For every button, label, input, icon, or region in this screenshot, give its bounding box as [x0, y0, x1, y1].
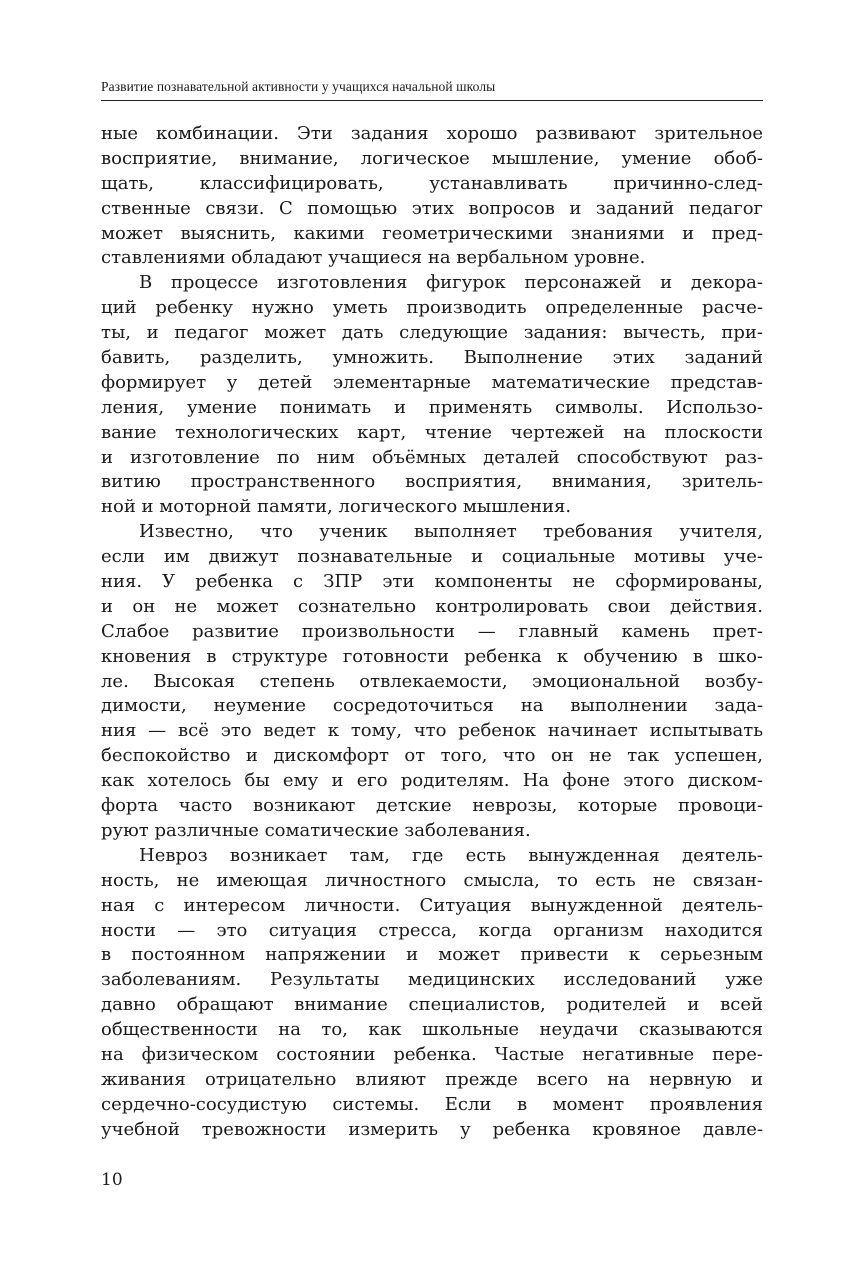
text-line: вание технологических карт, чтение чертежей на плоскости: [101, 421, 763, 443]
text-line: на физическом состоянии ребенка. Частые негативные пере-: [101, 1043, 763, 1065]
text-line: как хотелось бы ему и его родителям. На фоне этого диском-: [101, 770, 763, 792]
text-line: ций ребенку нужно уметь производить определенные расче-: [101, 297, 763, 319]
text-line: витию пространственного восприятия, внимания, зритель-: [101, 471, 763, 493]
text-line: сердечно-сосудистую системы. Если в момент проявления: [101, 1093, 763, 1115]
text-line: руют различные соматические заболевания.: [101, 819, 531, 841]
text-line: давно обращают внимание специалистов, родителей и всей: [101, 994, 763, 1016]
text-line: и изготовление по ним объёмных деталей способствуют раз-: [101, 446, 763, 468]
text-line: ность, не имеющая личностного смысла, то есть не связан-: [101, 869, 763, 891]
text-line: заболеваниям. Результаты медицинских исследований уже: [101, 969, 763, 991]
text-line: может выяснить, какими геометрическими знаниями и пред-: [101, 222, 763, 244]
text-line: ственные связи. С помощью этих вопросов и заданий педагог: [101, 197, 763, 219]
text-line: В процессе изготовления фигурок персонажей и декора-: [139, 272, 763, 294]
text-line: живания отрицательно влияют прежде всего на нервную и: [101, 1068, 763, 1090]
text-line: бавить, разделить, умножить. Выполнение этих заданий: [101, 347, 763, 369]
text-line: Слабое развитие произвольности — главный камень прет-: [101, 620, 763, 642]
text-line: ной и моторной памяти, логического мышления.: [101, 496, 572, 518]
text-line: общественности на то, как школьные неудачи сказываются: [101, 1019, 763, 1041]
body-text: [101, 122, 763, 1143]
text-line: ные комбинации. Эти задания хорошо развивают зрительное: [101, 123, 763, 144]
text-line: щать, классифицировать, устанавливать причинно-след-: [101, 172, 763, 194]
text-line: ная с интересом личности. Ситуация вынужденной деятель-: [101, 894, 763, 916]
text-line: в постоянном напряжении и может привести к серьезным: [101, 944, 763, 966]
text-line: форта часто возникают детские неврозы, которые провоци-: [101, 795, 763, 817]
text-line: беспокойство и дискомфорт от того, что он не так успешен,: [101, 745, 763, 767]
text-line: и он не может сознательно контролировать свои действия.: [101, 595, 763, 617]
text-line: ставлениями обладают учащиеся на вербальном уровне.: [101, 247, 646, 269]
text-line: Невроз возникает там, где есть вынужденная деятель-: [139, 844, 763, 866]
text-line: если им движут познавательные и социальные мотивы уче-: [101, 546, 763, 568]
text-line: Известно, что ученик выполняет требования учителя,: [139, 521, 763, 543]
text-line: ния — всё это ведет к тому, что ребенок начинает испытывать: [101, 720, 763, 742]
text-line: формирует у детей элементарные математические представ-: [101, 371, 763, 393]
text-line: ности — это ситуация стресса, когда организм находится: [101, 919, 763, 941]
text-line: учебной тревожности измерить у ребенка кровяное давле-: [101, 1118, 763, 1140]
text-line: восприятие, внимание, логическое мышление, умение обоб-: [101, 147, 763, 169]
text-line: ты, и педагог может дать следующие задания: вычесть, при-: [101, 322, 763, 344]
header-rule: [101, 100, 763, 101]
page-number: 10: [101, 1170, 123, 1190]
text-line: кновения в структуре готовности ребенка к обучению в шко-: [101, 645, 763, 667]
text-line: ния. У ребенка с ЗПР эти компоненты не сформированы,: [101, 571, 763, 593]
text-line: димости, неумение сосредоточиться на выполнении зада-: [101, 695, 763, 717]
text-line: ления, умение понимать и применять символы. Использо-: [101, 396, 763, 418]
running-header: Развитие познавательной активности у учащихся начальной школы: [101, 79, 496, 94]
text-line: ле. Высокая степень отвлекаемости, эмоциональной возбу-: [101, 670, 763, 692]
